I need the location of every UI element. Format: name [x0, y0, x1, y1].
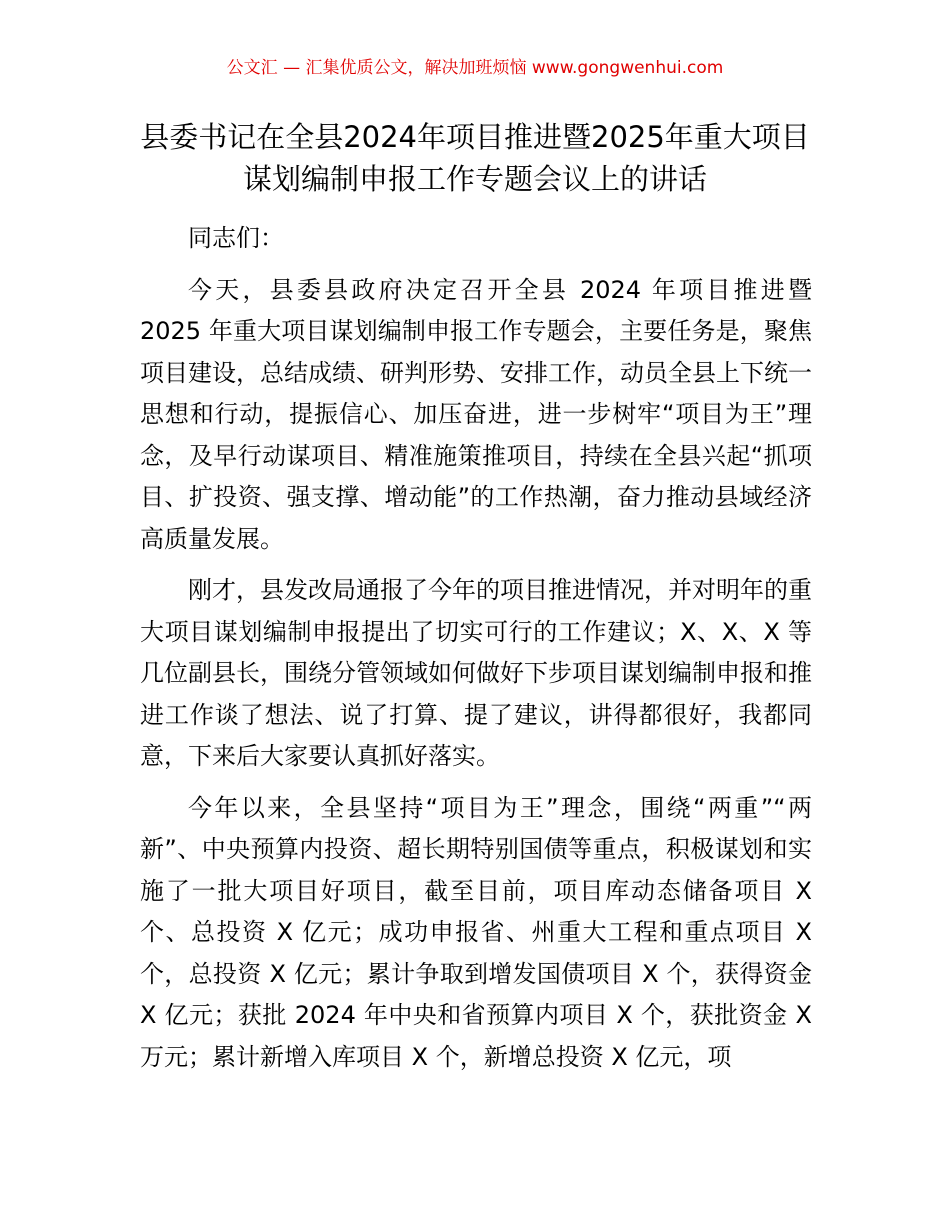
paragraph-3: 今年以来，全县坚持“项目为王”理念，围绕“两重”“两新”、中央预算内投资、超长期特别国债等重点，积极谋划和实施了一批大项目好项目，截至目前，项目库动态储备项目 X 个、总投资 X 亿元；成功申报省、州重大工程和重点项目 X 个，总投资 X 亿元；累计争取到增发国债项目 X 个，获得资金 X 亿元；获批 2024 年中央和省预算内项目 X 个，获批资金 X 万元；累计新增入库项目 X 个，新增总投资 X 亿元，项 — [140, 793, 812, 1071]
salutation: 同志们： — [188, 224, 284, 252]
site-header-banner[interactable]: 公文汇 — 汇集优质公文，解决加班烦恼 www.gongwenhui.com — [226, 58, 724, 78]
document-title: 县委书记在全县2024年项目推进暨2025年重大项目谋划编制申报工作专题会议上的讲话 — [140, 120, 810, 196]
document-body — [140, 218, 812, 1088]
paragraph-2: 刚才，县发改局通报了今年的项目推进情况，并对明年的重大项目谋划编制申报提出了切实可行的工作建议；X、X、X 等几位副县长，围绕分管领域如何做好下步项目谋划编制申报和推进工作谈了想法、说了打算、提了建议，讲得都很好，我都同意，下来后大家要认真抓好落实。 — [140, 576, 812, 770]
paragraph-1: 今天，县委县政府决定召开全县 2024 年项目推进暨 2025 年重大项目谋划编制申报工作专题会，主要任务是，聚焦项目建设，总结成绩、研判形势、安排工作，动员全县上下统一思想和行动，提振信心、加压奋进，进一步树牢“项目为王”理念，及早行动谋项目、精准施策推项目，持续在全县兴起“抓项目、扩投资、强支撑、增动能”的工作热潮，奋力推动县域经济高质量发展。 — [140, 275, 812, 553]
